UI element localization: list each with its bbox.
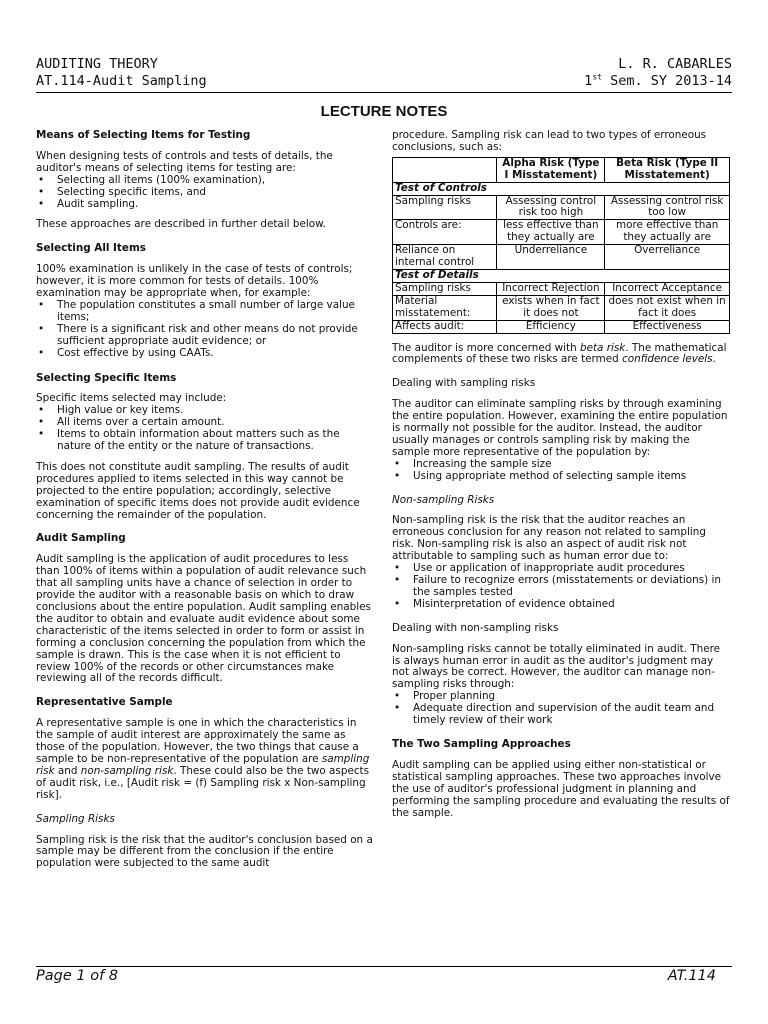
table-row: Reliance on internal control Underreliance Overreliance	[393, 245, 730, 270]
audit-sampling-heading: Audit Sampling	[36, 532, 126, 545]
table-row: Affects audit: Efficiency Effectiveness	[393, 320, 730, 333]
table-row: Sampling risks Incorrect Rejection Incorrect Acceptance	[393, 282, 730, 295]
means-outro: These approaches are described in further detail below.	[36, 218, 326, 231]
sampling-risks-heading: Sampling Risks	[36, 812, 115, 825]
beta-risk-text: The auditor is more concerned with beta risk. The mathematical complements of these two risks are termed confidence levels.	[392, 341, 727, 366]
all-items-intro: 100% examination is unlikely in the case of tests of controls; however, it is more common for tests of details. 100% examination may be appropriate when, for example:	[36, 263, 353, 300]
left-column	[36, 130, 374, 878]
means-heading: Means of Selecting Items for Testing	[36, 129, 251, 141]
list-item: • High value or key items.	[36, 405, 374, 417]
list-item: • Increasing the sample size	[392, 459, 730, 471]
dealing-sampling-text: The auditor can eliminate sampling risks by through examining the entire population. However, examining the entire population is normally not possible for the auditor. Instead, the auditor usually manages or controls sampling risk by making the sample more representative of the population by:	[392, 398, 728, 458]
non-sampling-heading: Non-sampling Risks	[392, 493, 495, 506]
representative-sample-heading: Representative Sample	[36, 696, 173, 709]
list-item: • Adequate direction and supervision of the audit team and timely review of their work	[392, 703, 730, 727]
sampling-approaches-text: Audit sampling can be applied using either non-statistical or statistical sampling approaches. These two approaches involve the use of auditor's professional judgment in planning and performing the sampling procedure and evaluating the results of the sample.	[392, 758, 730, 819]
continued-text: procedure. Sampling risk can lead to two types of erroneous conclusions, such as:	[392, 129, 707, 153]
list-item: • Audit sampling.	[36, 199, 374, 211]
author-name: L. R. CABARLES	[618, 56, 732, 72]
footer-divider	[36, 966, 732, 967]
list-item: • Using appropriate method of selecting sample items	[392, 471, 730, 483]
means-intro: When designing tests of controls and tests of details, the auditor's means of selecting items for testing are:	[36, 149, 333, 174]
section-details: Test of Details	[393, 269, 730, 282]
right-column	[392, 130, 730, 827]
list-item: • Failure to recognize errors (misstatements or deviations) in the samples tested	[392, 575, 730, 599]
non-sampling-list	[392, 563, 730, 611]
audit-sampling-text: Audit sampling is the application of audit procedures to less than 100% of items within a population of audit relevance such that all sampling units have a chance of selection in order to provide the auditor with a reasonable basis on which to draw conclusions about the entire population. Audit sampling enables the auditor to obtain and evaluate audit evidence about some characteristic of the items selected in order to form or assist in forming a conclusion concerning the population from which the sample is drawn. This is the case when it is not efficient to review 100% of the records or other circumstances make reviewing all of the records difficult.	[36, 553, 371, 685]
alpha-risk-header: Alpha Risk (Type I Misstatement)	[497, 157, 605, 182]
page-header	[36, 56, 732, 90]
course-code: AT.114	[667, 968, 716, 984]
list-item: • Selecting all items (100% examination),	[36, 175, 374, 187]
section-row	[393, 182, 730, 195]
table-row: Sampling risks Assessing control risk too high Assessing control risk too low	[393, 195, 730, 220]
sampling-risks-text: Sampling risk is the risk that the auditor's conclusion based on a sample may be different from the conclusion if the entire population were subjected to the same audit	[36, 833, 373, 870]
list-item: • All items over a certain amount.	[36, 417, 374, 429]
table-row: Controls are: less effective than they actually are more effective than they actually are	[393, 220, 730, 245]
page-footer	[36, 968, 716, 984]
list-item: • Use or application of inappropriate audit procedures	[392, 563, 730, 575]
list-item: • There is a significant risk and other means do not provide sufficient appropriate audit evidence; or	[36, 324, 374, 348]
list-item: • Selecting specific items, and	[36, 187, 374, 199]
page-title: LECTURE NOTES	[320, 103, 448, 120]
all-items-heading: Selecting All Items	[36, 242, 146, 255]
dealing-non-sampling-list	[392, 691, 730, 727]
list-item: • Items to obtain information about matters such as the nature of the entity or the nature of transactions.	[36, 429, 374, 453]
term-label: 1st Sem. SY 2013-14	[584, 72, 732, 89]
representative-sample-text: A representative sample is one in which the characteristics in the sample of audit interest are approximately the same as those of the population. However, the two things that cause a sample to be non-representative of the population are sampling risk and non-sampling risk. These could also be the two aspects of audit risk, i.e., [Audit risk = (f) Sampling risk x Non-sampling risk].	[36, 717, 370, 801]
section-row	[393, 269, 730, 282]
dealing-non-sampling-heading: Dealing with non-sampling risks	[392, 621, 559, 634]
list-item: • Misinterpretation of evidence obtained	[392, 599, 730, 611]
risk-table	[392, 157, 730, 334]
table-header-row	[393, 157, 730, 182]
header-divider	[36, 92, 732, 93]
list-item: • Cost effective by using CAATs.	[36, 348, 374, 360]
dealing-non-sampling-text: Non-sampling risks cannot be totally eliminated in audit. There is always human error in audit as the auditor's judgment may not always be correct. However, the auditor can manage non-sampling risks through:	[392, 642, 721, 691]
means-list	[36, 175, 374, 211]
all-items-list	[36, 300, 374, 360]
beta-risk-header: Beta Risk (Type II Misstatement)	[605, 157, 730, 182]
specific-items-outro: This does not constitute audit sampling. The results of audit procedures applied to items selected in this way cannot be projected to the entire population; accordingly, selective examination of specific items does not provide audit evidence concerning the remainder of the population.	[36, 460, 360, 521]
sampling-approaches-heading: The Two Sampling Approaches	[392, 737, 571, 750]
table-row: Material misstatement: exists when in fact it does not does not exist when in fact it does	[393, 295, 730, 320]
list-item: • Proper planning	[392, 691, 730, 703]
list-item: • The population constitutes a small number of large value items;	[36, 300, 374, 324]
specific-items-heading: Selecting Specific Items	[36, 371, 177, 384]
dealing-sampling-list	[392, 459, 730, 483]
page-number: Page 1 of 8	[36, 968, 119, 984]
specific-items-intro: Specific items selected may include:	[36, 392, 227, 405]
course-title: AUDITING THEORY	[36, 56, 158, 72]
section-controls: Test of Controls	[393, 182, 730, 195]
subject-title: AT.114-Audit Sampling	[36, 73, 207, 89]
dealing-sampling-heading: Dealing with sampling risks	[392, 377, 536, 390]
specific-items-list	[36, 405, 374, 453]
non-sampling-text: Non-sampling risk is the risk that the auditor reaches an erroneous conclusion for any reason not related to sampling risk. Non-sampling risk is also an aspect of audit risk not attributable to sampling such as human error due to:	[392, 514, 706, 563]
